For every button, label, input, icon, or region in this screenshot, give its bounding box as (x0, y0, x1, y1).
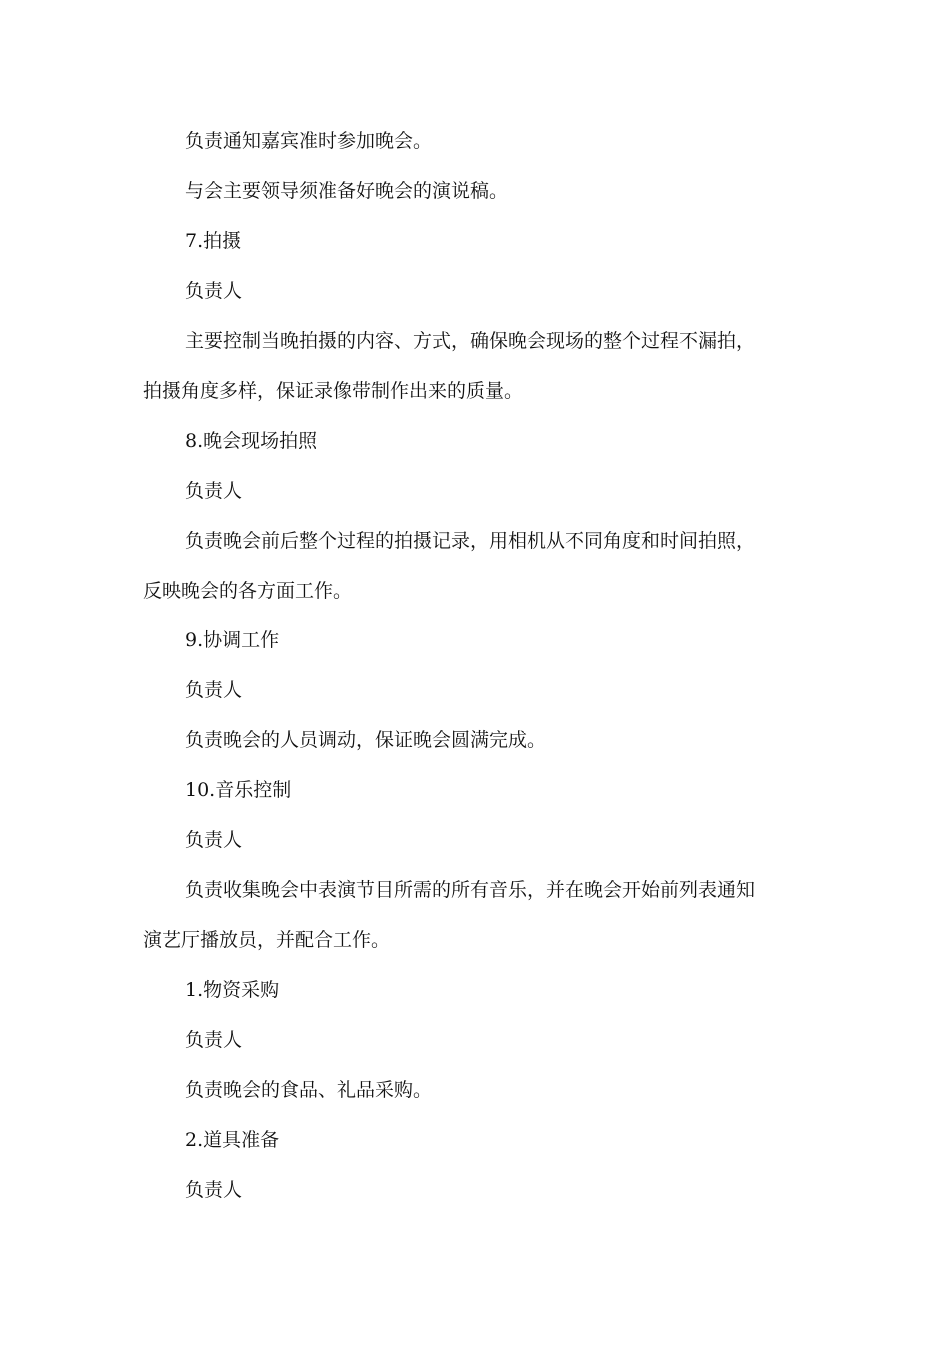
text-line: 负责晚会的食品、礼品采购。 (185, 1079, 433, 1101)
text-line: 负责收集晚会中表演节目所需的所有音乐，并在晚会开始前列表通知 (185, 879, 756, 901)
text-line: 负责人 (185, 829, 243, 851)
text-line: 负责人 (185, 480, 243, 502)
text-line: 负责人 (185, 1029, 243, 1051)
section-heading: 1.物资采购 (185, 979, 280, 1001)
text-line: 负责晚会的人员调动，保证晚会圆满完成。 (185, 729, 547, 751)
text-line: 拍摄角度多样，保证录像带制作出来的质量。 (143, 380, 524, 402)
text-line: 负责人 (185, 1179, 243, 1201)
text-line: 主要控制当晚拍摄的内容、方式，确保晚会现场的整个过程不漏拍， (185, 330, 756, 352)
text-line: 负责人 (185, 280, 243, 302)
section-heading: 7.拍摄 (185, 230, 242, 252)
text-line: 与会主要领导须准备好晚会的演说稿。 (185, 180, 509, 202)
section-heading: 2.道具准备 (185, 1129, 280, 1151)
section-heading: 8.晚会现场拍照 (185, 430, 318, 452)
text-line: 演艺厅播放员，并配合工作。 (143, 929, 391, 951)
text-line: 负责人 (185, 679, 243, 701)
text-line: 负责晚会前后整个过程的拍摄记录，用相机从不同角度和时间拍照， (185, 530, 756, 552)
text-line: 负责通知嘉宾准时参加晚会。 (185, 130, 433, 152)
text-line: 反映晚会的各方面工作。 (143, 580, 353, 602)
section-heading: 10.音乐控制 (185, 779, 292, 801)
section-heading: 9.协调工作 (185, 629, 280, 651)
